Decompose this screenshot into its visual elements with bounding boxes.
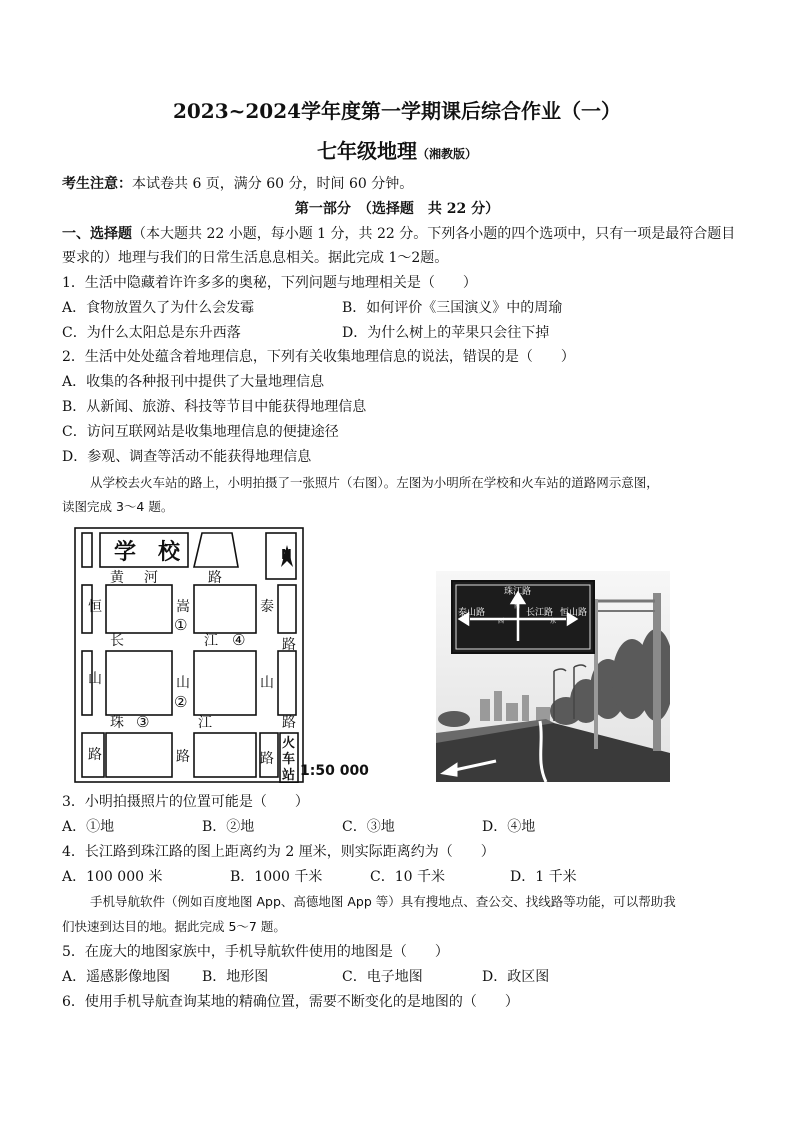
intro34-line1: 从学校去火车站的路上，小明拍摄了一张照片（右图）。左图为小明所在学校和火车站的道路网示意图，	[90, 475, 659, 490]
q4-stem: 4．长江路到珠江路的图上距离约为 2 厘米，则实际距离约为（ ）	[62, 844, 495, 860]
road-label: 路	[176, 749, 190, 765]
marker-2: ②	[174, 693, 188, 711]
road-photo	[436, 571, 670, 782]
station-label: 火	[282, 736, 296, 751]
edition-label: （湘教版）	[416, 147, 477, 161]
q5-option-a: A．遥感影像地图	[62, 969, 171, 985]
q2-option-b: B．从新闻、旅游、科技等节目中能获得地理信息	[62, 399, 367, 415]
map-school-label: 学 校	[114, 540, 181, 565]
road-label: 黄	[110, 570, 124, 586]
block	[194, 533, 238, 567]
map-north-label: N	[281, 548, 292, 563]
marker-3: ③	[136, 713, 150, 731]
road-label: 长	[110, 633, 124, 649]
road-label: 江	[198, 715, 212, 731]
station-label: 站	[282, 768, 296, 783]
q3-option-a: A．①地	[62, 819, 115, 835]
road-label: 泰	[260, 599, 274, 615]
block	[194, 733, 256, 777]
block	[278, 585, 296, 633]
q1-option-c: C．为什么太阳总是东升西落	[62, 325, 241, 341]
q6-stem: 6．使用手机导航查询某地的精确位置，需要不断变化的是地图的（ ）	[62, 994, 519, 1010]
block	[194, 651, 256, 715]
q1-option-d: D．为什么树上的苹果只会往下掉	[342, 325, 550, 341]
q3-option-d: D．④地	[482, 819, 536, 835]
q1-option-b: B．如何评价《三国演义》中的周瑜	[342, 300, 563, 316]
intro57-line1: 手机导航软件（例如百度地图 App、高德地图 App 等）具有搜地点、查公交、找线路等功能，可以帮助我	[90, 894, 676, 909]
intro34-line2: 读图完成 3～4 题。	[62, 499, 174, 514]
q5-option-b: B．地形图	[202, 969, 269, 985]
road-label: 山	[88, 671, 102, 687]
candidate-notice	[62, 175, 413, 193]
q5-option-c: C．电子地图	[342, 969, 423, 985]
road-label: 嵩	[176, 599, 190, 615]
road-label: 山	[176, 675, 190, 691]
block	[106, 585, 172, 633]
q5-stem: 5．在庞大的地图家族中，手机导航软件使用的地图是（ ）	[62, 944, 449, 960]
marker-1: ①	[174, 616, 188, 634]
block	[106, 651, 172, 715]
q4-option-a: A．100 000 米	[62, 869, 163, 885]
map-frame	[75, 528, 303, 782]
q4-option-b: B．1000 千米	[230, 869, 323, 885]
sign-direction-w: 西	[498, 618, 505, 625]
exam-subtitle	[0, 138, 794, 167]
q2-option-a: A．收集的各种报刊中提供了大量地理信息	[62, 374, 325, 390]
section1-line1	[62, 225, 735, 243]
part-heading: 第一部分 （选择题 共 22 分）	[294, 201, 500, 217]
intro57-line2: 们快速到达目的地。据此完成 5～7 题。	[62, 919, 286, 934]
q4-option-c: C．10 千米	[370, 869, 445, 885]
sign-direction-e: 东	[550, 618, 557, 625]
road-label: 河	[144, 570, 158, 586]
road-label: 路	[282, 637, 296, 653]
marker-4: ④	[232, 631, 246, 649]
map-scale: 1:50 000	[300, 763, 369, 779]
sign-north-road: 珠江路	[504, 587, 532, 597]
block	[106, 733, 172, 777]
q5-option-d: D．政区图	[482, 969, 550, 985]
q3-stem: 3．小明拍摄照片的位置可能是（ ）	[62, 794, 309, 810]
sign-center-road: 长江路	[526, 608, 554, 618]
sign-west-road: 泰山路	[458, 608, 486, 618]
station-label: 车	[282, 752, 296, 767]
q3-option-b: B．②地	[202, 819, 255, 835]
road-label: 江	[204, 633, 218, 649]
q2-option-c: C．访问互联网站是收集地理信息的便捷途径	[62, 424, 339, 440]
road-label: 路	[260, 751, 274, 767]
section1-text: （本大题共 22 小题，每小题 1 分，共 22 分。下列各小题的四个选项中，只有一项是最符合题目	[132, 226, 736, 242]
road-label: 山	[260, 675, 274, 691]
section1-line2: 要求的）地理与我们的日常生活息息相关。据此完成 1～2题。	[62, 250, 449, 266]
road-label: 珠	[110, 715, 124, 731]
q1-option-a: A．食物放置久了为什么会发霉	[62, 300, 255, 316]
block	[194, 585, 256, 633]
road-label: 路	[88, 747, 102, 763]
notice-text: 本试卷共 6 页，满分 60 分，时间 60 分钟。	[132, 176, 414, 192]
exam-title: 2023~2024学年度第一学期课后综合作业（一）	[172, 99, 622, 123]
road-label: 路	[282, 715, 296, 731]
q2-stem: 2．生活中处处蕴含着地理信息，下列有关收集地理信息的说法，错误的是（ ）	[62, 349, 575, 365]
q1-stem: 1．生活中隐藏着许许多多的奥秘，下列问题与地理相关是（ ）	[62, 275, 477, 291]
notice-label: 考生注意：	[62, 176, 132, 192]
block	[82, 533, 92, 567]
block	[278, 651, 296, 715]
section1-label: 一、选择题	[62, 226, 132, 242]
road-network-map	[74, 527, 304, 783]
sign-direction-n: 南	[514, 603, 521, 610]
q2-option-d: D．参观、调查等活动不能获得地理信息	[62, 449, 312, 465]
q3-option-c: C．③地	[342, 819, 395, 835]
road-label: 恒	[88, 599, 102, 615]
q4-option-d: D．1 千米	[510, 869, 577, 885]
road-label: 路	[208, 570, 222, 586]
subject-title: 七年级地理	[316, 139, 417, 163]
sign-east-road: 恒山路	[560, 608, 588, 618]
